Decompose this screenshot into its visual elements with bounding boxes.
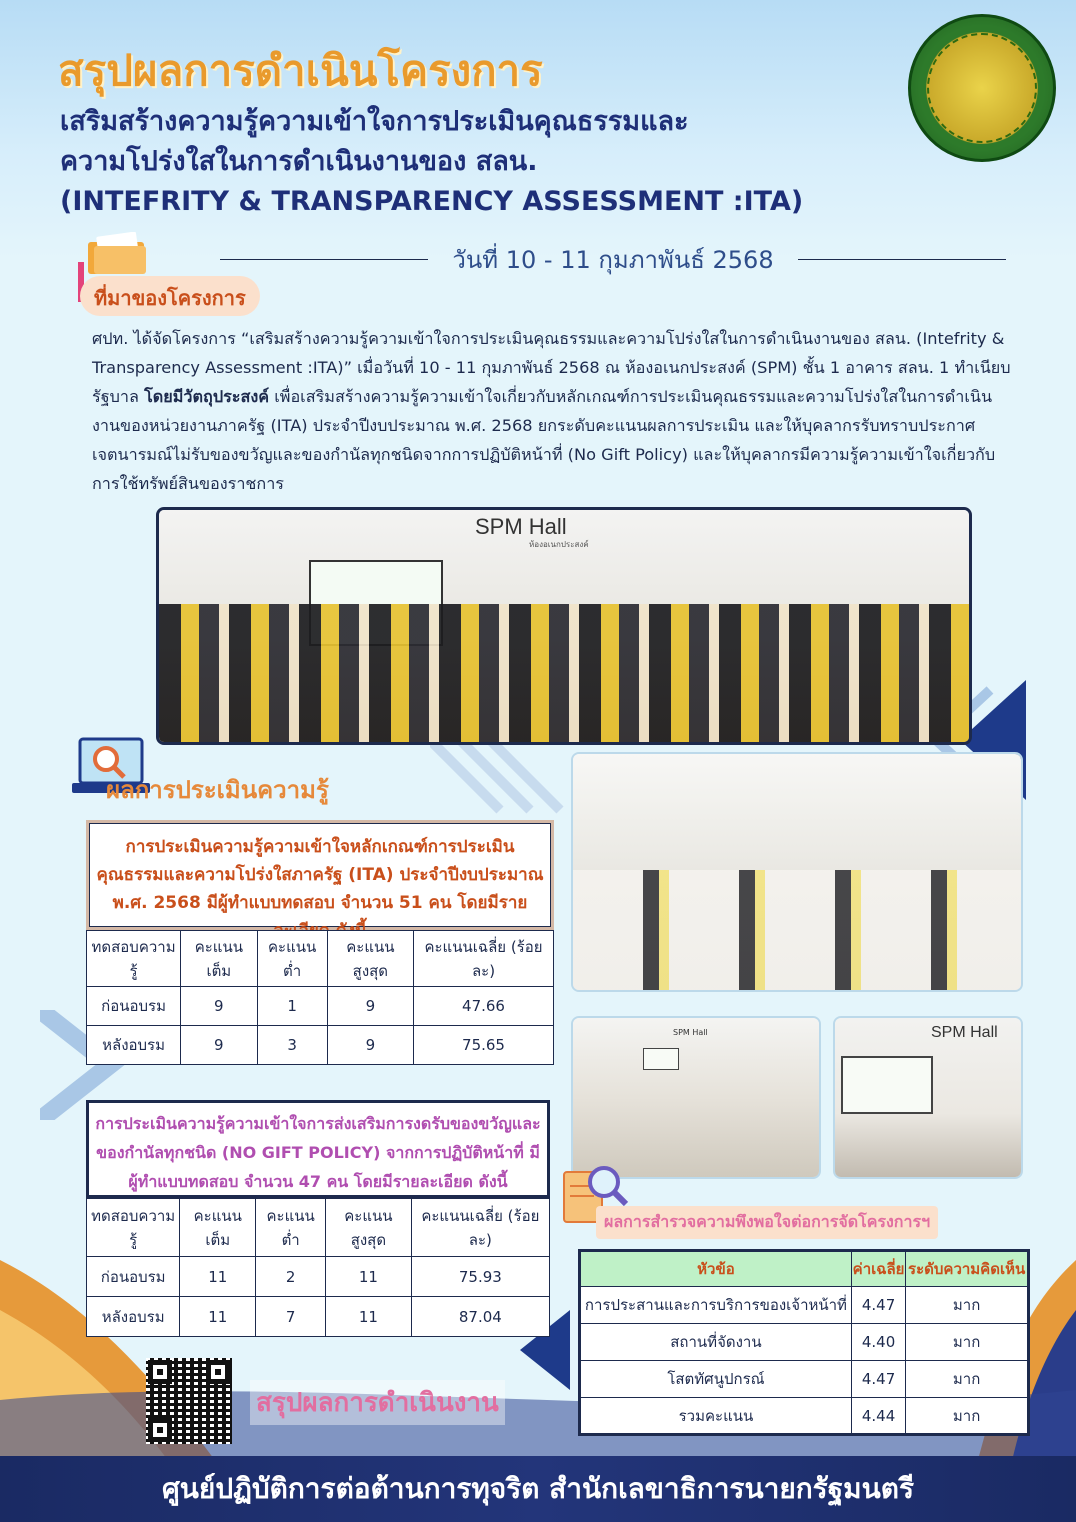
table-cell: 11 <box>326 1257 412 1297</box>
folder-icon <box>84 232 150 274</box>
origin-paragraph <box>92 324 1012 498</box>
column-header: หัวข้อ <box>580 1251 852 1287</box>
table-cell: 11 <box>326 1297 412 1337</box>
column-header: คะแนนเต็ม <box>181 931 257 987</box>
table-cell: 9 <box>327 987 413 1026</box>
table-row <box>87 1257 550 1297</box>
table-row <box>580 1287 1029 1324</box>
table-cell: มาก <box>906 1324 1029 1361</box>
chevron-decoration-mid <box>430 740 570 830</box>
qr-code-icon[interactable] <box>146 1358 232 1444</box>
subtitle-line-1: เสริมสร้างความรู้ความเข้าใจการประเมินคุณธรรมและ <box>60 106 689 137</box>
knowledge-table-ita <box>86 930 554 1065</box>
table-cell: 87.04 <box>411 1297 549 1337</box>
subtitle-line-2: ความโปร่งใสในการดำเนินงานของ สลน. <box>60 146 538 177</box>
column-header: ค่าเฉลี่ย <box>851 1251 905 1287</box>
table-header-row <box>87 931 554 987</box>
footer-text: ศูนย์ปฏิบัติการต่อต้านการทุจริต สำนักเลขาธิการนายกรัฐมนตรี <box>162 1472 914 1505</box>
event-date: วันที่ 10 - 11 กุมภาพันธ์ 2568 <box>452 245 774 274</box>
presentation-screen <box>841 1056 933 1114</box>
table-cell: 9 <box>181 1026 257 1065</box>
table-cell: 1 <box>257 987 327 1026</box>
knowledge-heading: ผลการประเมินความรู้ <box>106 776 329 804</box>
group-photo <box>156 507 972 745</box>
table-cell: 47.66 <box>414 987 554 1026</box>
table-cell: 9 <box>327 1026 413 1065</box>
table-cell: 9 <box>181 987 257 1026</box>
column-header: คะแนนเต็ม <box>180 1199 256 1257</box>
seminar-room-photo <box>571 752 1023 992</box>
table-row <box>87 1297 550 1337</box>
column-header: ระดับความคิดเห็น <box>906 1251 1029 1287</box>
table-cell: 4.47 <box>851 1361 905 1398</box>
table-row <box>580 1324 1029 1361</box>
table-cell: 75.65 <box>414 1026 554 1065</box>
table-cell: 3 <box>257 1026 327 1065</box>
table-cell: หลังอบรม <box>87 1026 181 1065</box>
table-row <box>580 1361 1029 1398</box>
column-header: คะแนนเฉลี่ย (ร้อยละ) <box>411 1199 549 1257</box>
divider <box>220 259 428 260</box>
column-header: คะแนนสูงสุด <box>327 931 413 987</box>
table-cell: ก่อนอบรม <box>87 1257 180 1297</box>
hall-sign-medium: SPM Hall <box>931 1024 998 1041</box>
table-cell: 4.44 <box>851 1398 905 1435</box>
table-cell: โสตทัศนูปกรณ์ <box>580 1361 852 1398</box>
government-emblem-icon <box>908 14 1056 162</box>
satisfaction-heading: ผลการสำรวจความพึงพอใจต่อการจัดโครงการฯ <box>596 1206 938 1239</box>
column-header: ทดสอบความรู้ <box>87 931 181 987</box>
table-header-row <box>580 1251 1029 1287</box>
origin-text-b: เพื่อเสริมสร้างความรู้ความเข้าใจเกี่ยวกับหลักเกณฑ์การประเมินคุณธรรมและความโปร่งใสในการดำเนินงานของหน่วยงานภาครัฐ (ITA) ประจำปีงบประมาณ พ.ศ. 2568 ยกระดับคะแนนผลการประเมิน และให้บุคลากรรับทราบประกาศเจตนารมณ์ไม่รับของขวัญและของกำนัลทุกชนิดจากการปฏิบัติหน้าที่ (No Gift Policy) และให้บุคลากรมีความรู้ความเข้าใจเกี่ยวกับการใช้ทรัพย์สินของราชการ <box>92 387 996 493</box>
column-header: ทดสอบความรู้ <box>87 1199 180 1257</box>
table-cell: มาก <box>906 1361 1029 1398</box>
origin-text-a: ศปท. ได้จัดโครงการ “เสริมสร้างความรู้ความเข้าใจการประเมินคุณธรรมและความโปร่งใสในการดำเนินงานของ สลน. (Intefrity & Transparency Assessment :ITA)” เมื่อวันที่ 10 - 11 กุมภาพันธ์ 2568 ณ ห้องอเนกประสงค์ (SPM) ชั้น 1 อาคาร สลน. 1 ทำเนียบรัฐบาล <box>92 329 1011 406</box>
origin-heading: ที่มาของโครงการ <box>80 276 260 316</box>
table-cell: มาก <box>906 1398 1029 1435</box>
audience-photo <box>571 1016 821 1179</box>
table1-caption: การประเมินความรู้ความเข้าใจหลักเกณฑ์การประเมินคุณธรรมและความโปร่งใสภาครัฐ (ITA) ประจำปีงบประมาณ พ.ศ. 2568 มีผู้ทำแบบทดสอบ จำนวน 51 คน โดยมีราย <box>86 820 554 930</box>
table-cell: 4.47 <box>851 1287 905 1324</box>
table-cell: 75.93 <box>411 1257 549 1297</box>
table-cell: 7 <box>256 1297 326 1337</box>
column-header: คะแนนต่ำ <box>257 931 327 987</box>
footer-banner <box>0 1456 1076 1522</box>
column-header: คะแนนต่ำ <box>256 1199 326 1257</box>
table-cell: รวมคะแนน <box>580 1398 852 1435</box>
table-cell: การประสานและการบริการของเจ้าหน้าที่ <box>580 1287 852 1324</box>
origin-text-bold: โดยมีวัตถุประสงค์ <box>144 387 270 406</box>
table-cell: ก่อนอบรม <box>87 987 181 1026</box>
table-row <box>87 987 554 1026</box>
presentation-screen <box>643 1048 679 1070</box>
table-cell: 4.40 <box>851 1324 905 1361</box>
hall-sign: SPM Hall <box>475 514 567 539</box>
table-cell: มาก <box>906 1287 1029 1324</box>
column-header: คะแนนเฉลี่ย (ร้อยละ) <box>414 931 554 987</box>
table-cell: 11 <box>180 1297 256 1337</box>
satisfaction-table <box>578 1249 1030 1436</box>
table-row <box>87 1026 554 1065</box>
summary-label: สรุปผลการดำเนินงาน <box>250 1380 505 1425</box>
participants-group <box>159 604 969 742</box>
knowledge-table-no-gift <box>86 1198 550 1337</box>
hall-sign-sub: ห้องอเนกประสงค์ <box>529 540 589 549</box>
page-subtitle <box>60 102 920 222</box>
event-date-row <box>220 244 1006 274</box>
table-cell: 2 <box>256 1257 326 1297</box>
column-header: คะแนนสูงสุด <box>326 1199 412 1257</box>
table-cell: 11 <box>180 1257 256 1297</box>
table-row <box>580 1398 1029 1435</box>
subtitle-line-3: (INTEFRITY & TRANSPARENCY ASSESSMENT :ITA) <box>60 186 804 217</box>
hall-sign-small: SPM Hall <box>673 1028 708 1037</box>
table-header-row <box>87 1199 550 1257</box>
participants-seated <box>573 870 1021 990</box>
page-title: สรุปผลการดำเนินโครงการ <box>58 46 543 95</box>
table2-caption: การประเมินความรู้ความเข้าใจการส่งเสริมการงดรับของขวัญและของกำนัลทุกชนิด (NO GIFT POLICY) จากการปฏิบัติหน้าที่ มีผู้ทำแบบทดสอบ จำนวน 47 คน โดยมีรายละเอียด ดังนี้ <box>86 1100 550 1198</box>
divider <box>798 259 1006 260</box>
table-cell: หลังอบรม <box>87 1297 180 1337</box>
table-cell: สถานที่จัดงาน <box>580 1324 852 1361</box>
speaker-photo <box>833 1016 1023 1179</box>
